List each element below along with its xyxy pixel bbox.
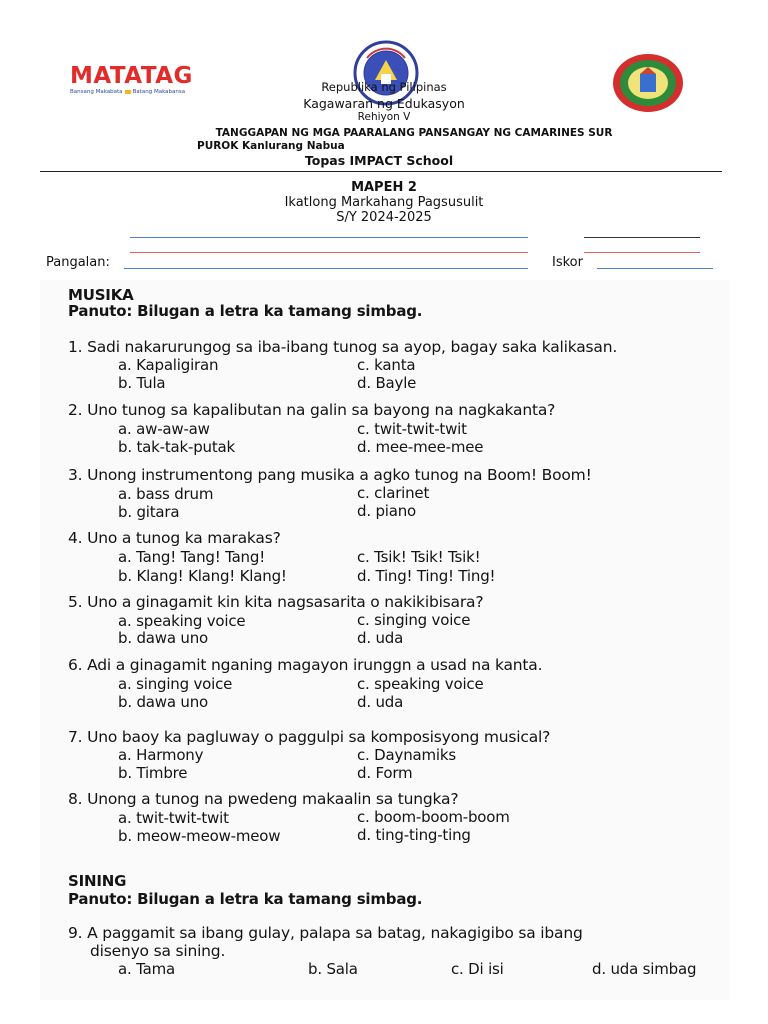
question-8: 8. Unong a tunog na pwedeng makaalin sa tungka? bbox=[68, 790, 459, 808]
question-6: 6. Adi a ginagamit nganing magayon irunggn a usad na kanta. bbox=[68, 656, 543, 674]
q4-option-c[interactable]: c. Tsik! Tsik! Tsik! bbox=[357, 548, 481, 566]
department-line: Kagawaran ng Edukasyon bbox=[303, 96, 465, 111]
name-label: Pangalan: bbox=[46, 255, 110, 270]
q5-option-a[interactable]: a. speaking voice bbox=[118, 612, 246, 630]
q8-option-a[interactable]: a. twit-twit-twit bbox=[118, 809, 229, 827]
question-3: 3. Unong instrumentong pang musika a agko tunog na Boom! Boom! bbox=[68, 466, 592, 484]
q2-option-d[interactable]: d. mee-mee-mee bbox=[357, 438, 484, 456]
q1-option-d[interactable]: d. Bayle bbox=[357, 374, 417, 392]
q8-option-b[interactable]: b. meow-meow-meow bbox=[118, 827, 281, 845]
tagline-right: Batang Makabansa bbox=[132, 89, 186, 95]
question-9-line-2: disenyo sa sining. bbox=[90, 942, 226, 960]
q7-option-a[interactable]: a. Harmony bbox=[118, 746, 204, 764]
exam-subject: MAPEH 2 bbox=[351, 180, 417, 195]
q1-option-a[interactable]: a. Kapaligiran bbox=[118, 356, 219, 374]
q7-option-b[interactable]: b. Timbre bbox=[118, 764, 188, 782]
exam-school-year: S/Y 2024-2025 bbox=[336, 210, 432, 225]
blank-line-mid-red bbox=[130, 252, 528, 253]
question-9-line-1: 9. A paggamit sa ibang gulay, palapa sa batag, nakagigibo sa ibang bbox=[68, 924, 583, 942]
q1-option-c[interactable]: c. kanta bbox=[357, 356, 416, 374]
question-1: 1. Sadi nakarurungog sa iba-ibang tunog sa ayop, bagay saka kalikasan. bbox=[68, 338, 618, 356]
q2-option-b[interactable]: b. tak-tak-putak bbox=[118, 438, 235, 456]
q2-option-c[interactable]: c. twit-twit-twit bbox=[357, 420, 467, 438]
q4-option-b[interactable]: b. Klang! Klang! Klang! bbox=[118, 567, 287, 585]
q7-option-d[interactable]: d. Form bbox=[357, 764, 413, 782]
q2-option-a[interactable]: a. aw-aw-aw bbox=[118, 420, 210, 438]
q9-option-c[interactable]: c. Di isi bbox=[451, 960, 504, 978]
q4-option-d[interactable]: d. Ting! Ting! Ting! bbox=[357, 567, 496, 585]
q6-option-b[interactable]: b. dawa uno bbox=[118, 693, 208, 711]
republic-line: Republika ng Pilipinas bbox=[321, 80, 447, 94]
q5-option-c[interactable]: c. singing voice bbox=[357, 611, 471, 629]
section-sining: SINING bbox=[68, 872, 127, 890]
q8-option-c[interactable]: c. boom-boom-boom bbox=[357, 808, 510, 826]
blank-line-top-right bbox=[584, 237, 700, 238]
question-2: 2. Uno tunog sa kapalibutan na galin sa bayong na nagkakanta? bbox=[68, 401, 556, 419]
exam-quarter: Ikatlong Markahang Pagsusulit bbox=[284, 195, 484, 210]
q9-option-d[interactable]: d. uda simbag bbox=[592, 960, 697, 978]
blank-line-mid-right-red bbox=[584, 252, 700, 253]
q3-option-b[interactable]: b. gitara bbox=[118, 503, 180, 521]
q9-option-a[interactable]: a. Tama bbox=[118, 960, 176, 978]
score-field[interactable] bbox=[597, 268, 713, 269]
header-divider bbox=[40, 171, 722, 172]
name-field[interactable] bbox=[124, 268, 528, 269]
q3-option-c[interactable]: c. clarinet bbox=[357, 484, 430, 502]
matatag-logo-text: MATATAG bbox=[70, 63, 193, 89]
question-4: 4. Uno a tunog ka marakas? bbox=[68, 529, 281, 547]
q6-option-a[interactable]: a. singing voice bbox=[118, 675, 233, 693]
tagline-left: Bansang Makabata bbox=[70, 89, 123, 95]
section-musika: MUSIKA bbox=[68, 286, 134, 304]
q5-option-b[interactable]: b. dawa uno bbox=[118, 629, 208, 647]
question-5: 5. Uno a ginagamit kin kita nagsasarita o nakikibisara? bbox=[68, 593, 484, 611]
q7-option-c[interactable]: c. Daynamiks bbox=[357, 746, 456, 764]
score-label: Iskor bbox=[552, 255, 583, 270]
q3-option-a[interactable]: a. bass drum bbox=[118, 485, 214, 503]
q5-option-d[interactable]: d. uda bbox=[357, 629, 404, 647]
question-7: 7. Uno baoy ka pagluway o paggulpi sa komposisyong musical? bbox=[68, 728, 551, 746]
blank-line-top-blue bbox=[130, 237, 528, 238]
q1-option-b[interactable]: b. Tula bbox=[118, 374, 166, 392]
q6-option-c[interactable]: c. speaking voice bbox=[357, 675, 484, 693]
q3-option-d[interactable]: d. piano bbox=[357, 502, 417, 520]
q8-option-d[interactable]: d. ting-ting-ting bbox=[357, 826, 471, 844]
q4-option-a[interactable]: a. Tang! Tang! Tang! bbox=[118, 548, 266, 566]
school-name: Topas IMPACT School bbox=[304, 153, 454, 168]
instruction-musika: Panuto: Bilugan a letra ka tamang simbag. bbox=[68, 302, 423, 320]
district-line: PUROK Kanlurang Nabua bbox=[197, 140, 345, 152]
q6-option-d[interactable]: d. uda bbox=[357, 693, 404, 711]
instruction-sining: Panuto: Bilugan a letra ka tamang simbag. bbox=[68, 890, 423, 908]
q9-option-b[interactable]: b. Sala bbox=[308, 960, 358, 978]
division-line: TANGGAPAN NG MGA PAARALANG PANSANGAY NG CAMARINES SUR bbox=[215, 127, 613, 139]
region-line: Rehiyon V bbox=[357, 111, 411, 123]
